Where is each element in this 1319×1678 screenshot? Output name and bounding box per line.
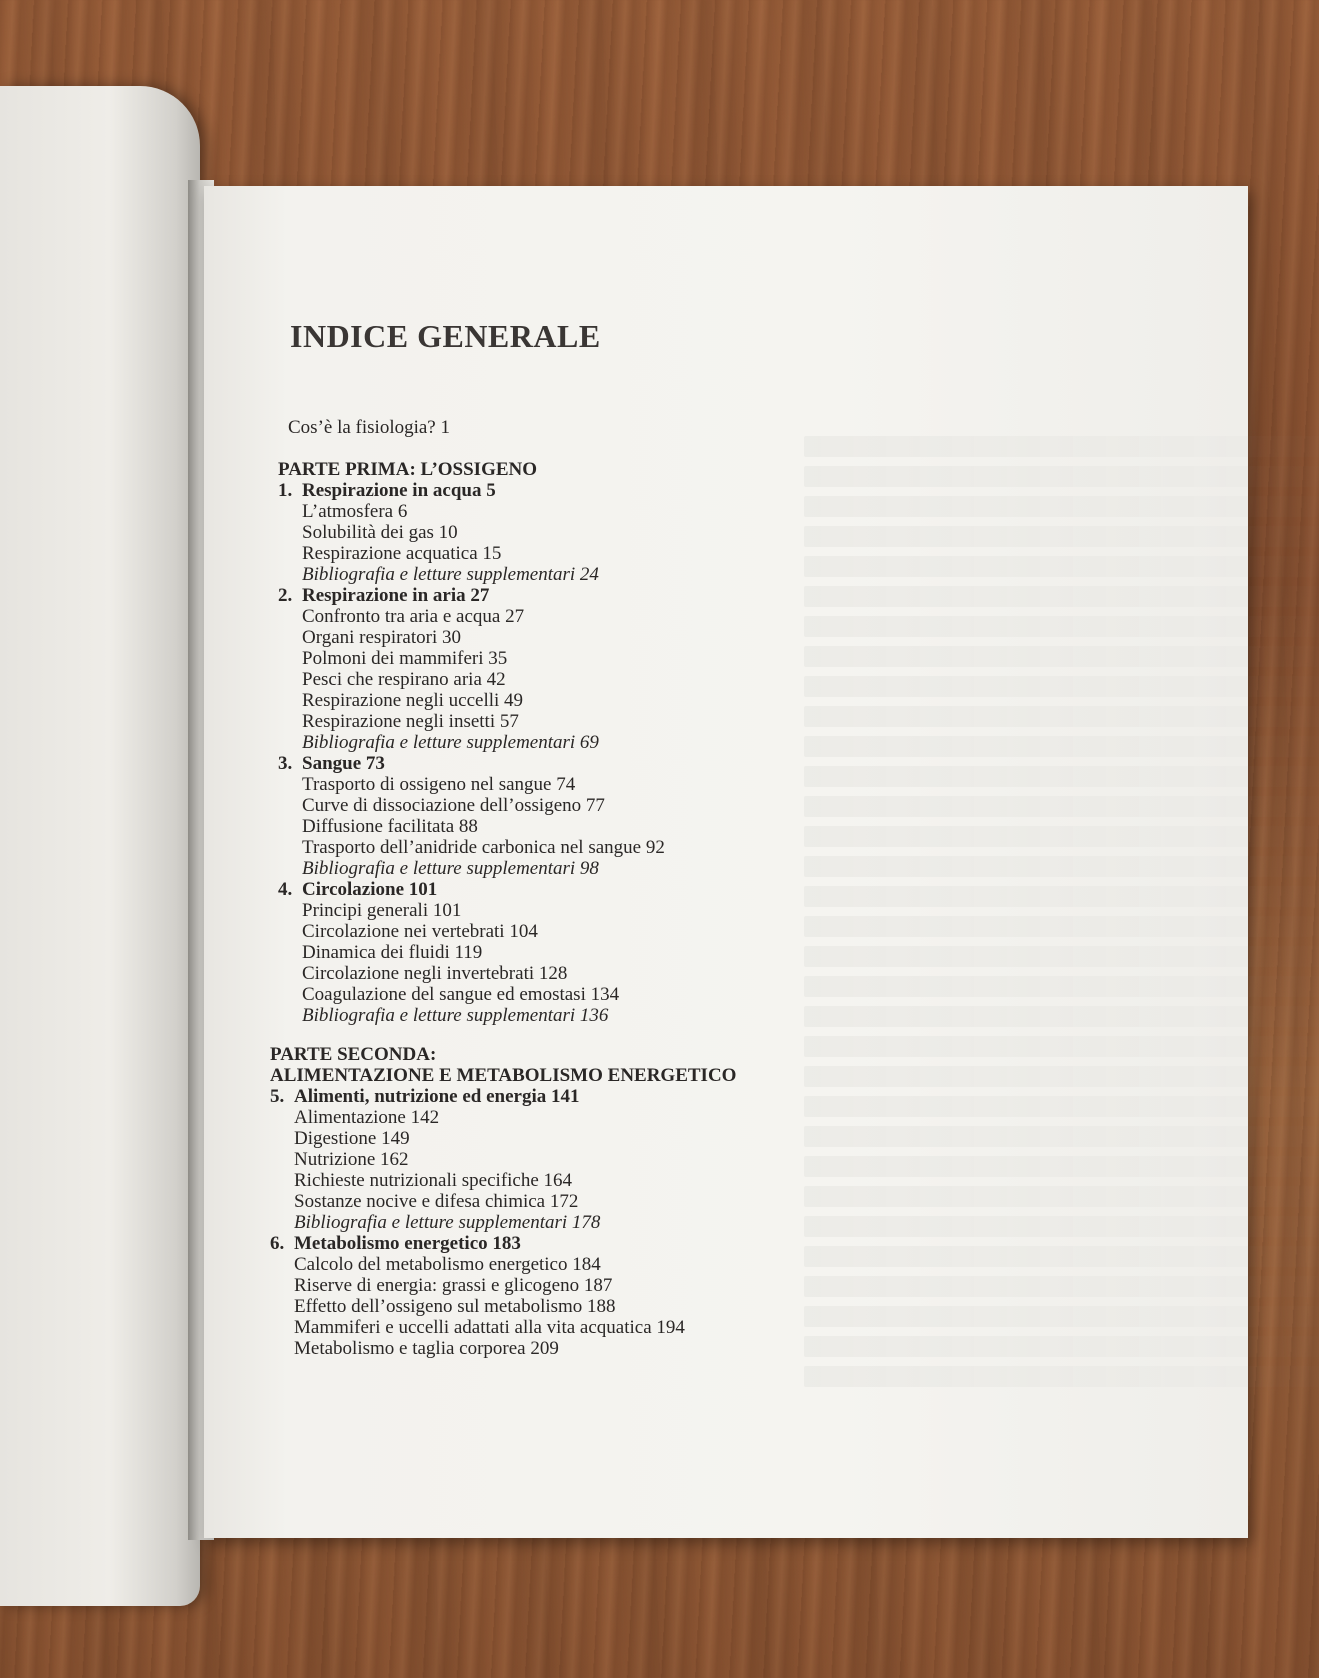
toc-intro-entry: Cos’è la fisiologia? 1 — [288, 417, 450, 438]
section-entry: Respirazione negli uccelli 49 — [302, 690, 524, 711]
chapter-title: Metabolismo energetico 183 — [294, 1233, 521, 1254]
chapter-title: Circolazione 101 — [302, 879, 438, 900]
chapter-number: 6. — [270, 1233, 285, 1254]
chapter-heading — [278, 753, 1178, 774]
section-entry: Curve di dissociazione dell’ossigeno 77 — [302, 795, 605, 816]
chapter-number: 2. — [278, 585, 293, 606]
section-entry: Pesci che respirano aria 42 — [302, 669, 506, 690]
section-entry: Dinamica dei fluidi 119 — [302, 942, 483, 963]
part-heading: PARTE PRIMA: L’OSSIGENO — [278, 459, 538, 480]
chapter-title: Respirazione in acqua 5 — [302, 480, 496, 501]
section-entry: Trasporto dell’anidride carbonica nel sangue 92 — [302, 837, 665, 858]
section-entry: Organi respiratori 30 — [302, 627, 461, 648]
section-entry: Polmoni dei mammiferi 35 — [302, 648, 508, 669]
chapter-title: Sangue 73 — [302, 753, 385, 774]
part-heading: PARTE SECONDA: — [270, 1044, 437, 1065]
section-entry: Calcolo del metabolismo energetico 184 — [294, 1254, 601, 1275]
section-entry: Confronto tra aria e acqua 27 — [302, 606, 525, 627]
section-entry: Richieste nutrizionali specifiche 164 — [294, 1170, 573, 1191]
section-entry: Diffusione facilitata 88 — [302, 816, 478, 837]
section-entry: Trasporto di ossigeno nel sangue 74 — [302, 774, 576, 795]
page-title: INDICE GENERALE — [290, 318, 601, 354]
chapter-number: 3. — [278, 753, 293, 774]
toc-parts — [270, 459, 1178, 1359]
chapter-number: 5. — [270, 1086, 285, 1107]
toc-part — [278, 459, 1178, 1026]
section-entry: Effetto dell’ossigeno sul metabolismo 188 — [294, 1296, 616, 1317]
chapter-heading — [278, 585, 1178, 606]
section-entry: Circolazione nei vertebrati 104 — [302, 921, 538, 942]
section-entry: Mammiferi e uccelli adattati alla vita acquatica 194 — [294, 1317, 685, 1338]
chapter-title: Respirazione in aria 27 — [302, 585, 490, 606]
section-entry: Digestione 149 — [294, 1128, 410, 1149]
chapter-title: Alimenti, nutrizione ed energia 141 — [294, 1086, 580, 1107]
table-of-contents — [270, 318, 1178, 1359]
bibliography-entry: Bibliografia e letture supplementari 69 — [302, 732, 599, 753]
chapter-number: 4. — [278, 879, 293, 900]
section-entry: Coagulazione del sangue ed emostasi 134 — [302, 984, 620, 1005]
chapter-heading — [270, 1086, 1178, 1107]
part-spacer — [278, 1026, 1178, 1044]
section-entry: Circolazione negli invertebrati 128 — [302, 963, 568, 984]
bibliography-entry: Bibliografia e letture supplementari 136 — [302, 1005, 609, 1026]
section-entry: Sostanze nocive e difesa chimica 172 — [294, 1191, 579, 1212]
section-entry: Respirazione negli insetti 57 — [302, 711, 519, 732]
section-entry: Principi generali 101 — [302, 900, 462, 921]
bibliography-entry: Bibliografia e letture supplementari 98 — [302, 858, 599, 879]
section-entry: Alimentazione 142 — [294, 1107, 440, 1128]
chapter-heading — [270, 1233, 1178, 1254]
section-entry: L’atmosfera 6 — [302, 501, 408, 522]
bibliography-entry: Bibliografia e letture supplementari 24 — [302, 564, 599, 585]
chapter-heading — [278, 879, 1178, 900]
section-entry: Nutrizione 162 — [294, 1149, 409, 1170]
section-entry: Solubilità dei gas 10 — [302, 522, 458, 543]
chapter-heading — [278, 480, 1178, 501]
section-entry: Metabolismo e taglia corporea 209 — [294, 1338, 559, 1359]
part-heading: ALIMENTAZIONE E METABOLISMO ENERGETICO — [270, 1065, 737, 1086]
left-page — [0, 86, 200, 1606]
section-entry: Riserve di energia: grassi e glicogeno 187 — [294, 1275, 613, 1296]
toc-part — [270, 1044, 1178, 1359]
bibliography-entry: Bibliografia e letture supplementari 178 — [294, 1212, 601, 1233]
section-entry: Respirazione acquatica 15 — [302, 543, 502, 564]
chapter-number: 1. — [278, 480, 293, 501]
